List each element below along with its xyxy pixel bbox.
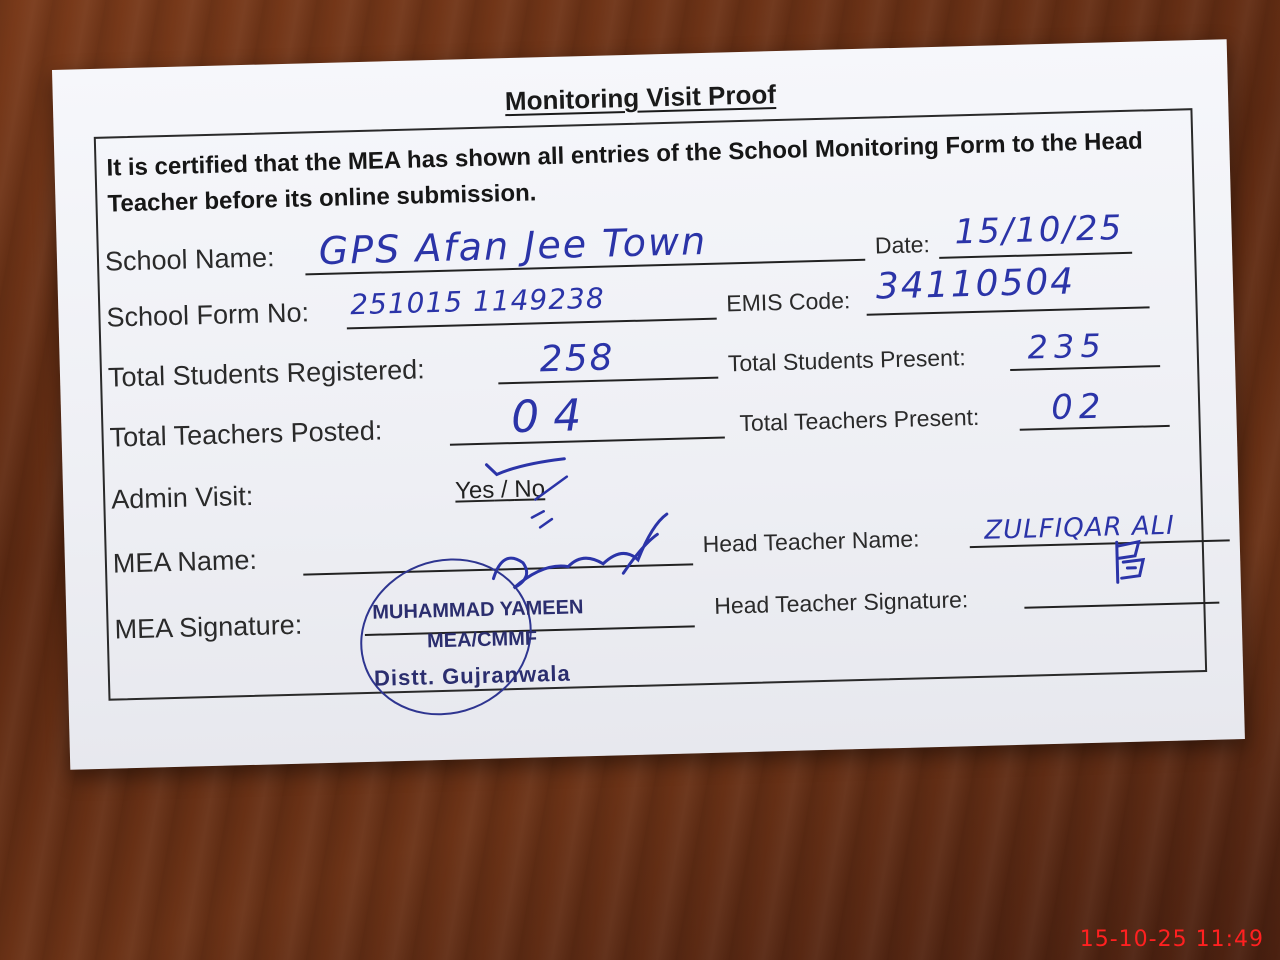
school-form-no-value: 251015 1149238 (349, 281, 606, 322)
signature-icon (1104, 531, 1156, 592)
total-teachers-present-label: Total Teachers Present: (739, 403, 980, 437)
form-title-text: Monitoring Visit Proof (504, 79, 777, 117)
date-value: 15/10/25 (954, 208, 1124, 253)
stamp-name: MUHAMMAD YAMEEN (372, 596, 584, 624)
certification-text: It is certified that the MEA has shown all entries of the School Monitoring Form to the Head Teacher before its online submission. (106, 127, 1144, 218)
total-students-registered-label: Total Students Registered: (107, 354, 426, 393)
total-students-present-value: 235 (1027, 326, 1108, 367)
mea-signature-label: MEA Signature: (114, 609, 303, 645)
total-teachers-posted-value: 04 (510, 389, 596, 444)
admin-visit-yes: Yes (454, 476, 495, 505)
head-teacher-signature-label: Head Teacher Signature: (713, 586, 969, 619)
school-form-no-label: School Form No: (106, 297, 310, 333)
head-teacher-name-value: ZULFIQAR ALI (983, 510, 1176, 546)
monitoring-form-sheet (52, 39, 1245, 770)
stamp-district: Distt. Gujranwala (373, 660, 572, 691)
mea-name-label: MEA Name: (112, 544, 258, 579)
head-teacher-name-label: Head Teacher Name: (702, 525, 920, 558)
emis-code-value: 34110504 (875, 261, 1076, 308)
school-name-label: School Name: (104, 242, 275, 277)
emis-code-label: EMIS Code: (726, 287, 851, 317)
total-students-present-label: Total Students Present: (727, 344, 966, 377)
stamp-designation: MEA/CMMF (426, 627, 538, 653)
admin-visit-no: No (513, 475, 546, 504)
strike-no-mark (529, 470, 576, 505)
total-teachers-present-value: 02 (1050, 386, 1107, 428)
admin-visit-separator: / (493, 476, 515, 504)
camera-timestamp: 15-10-25 11:49 (1079, 927, 1264, 952)
admin-visit-label: Admin Visit: (110, 480, 254, 515)
school-name-value: GPS Afan Jee Town (318, 218, 708, 274)
total-students-registered-value: 258 (539, 337, 615, 381)
date-label: Date: (874, 231, 931, 259)
total-teachers-posted-label: Total Teachers Posted: (109, 415, 383, 453)
